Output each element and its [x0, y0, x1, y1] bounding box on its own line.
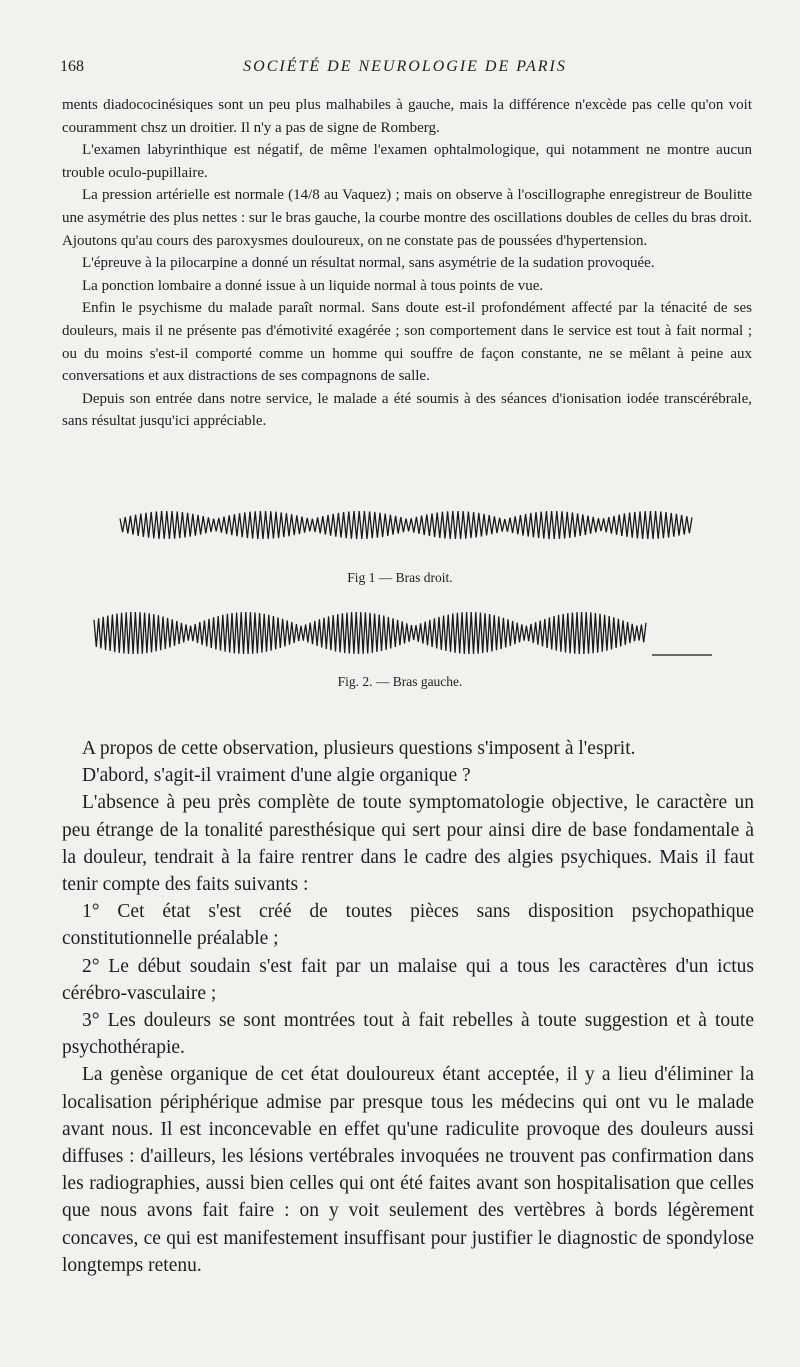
oscillogram-right-arm — [118, 508, 698, 542]
paragraph-pilocarpine: L'épreuve à la pilocarpine a donné un résultat normal, sans asymétrie de la sudation provoquée. — [82, 255, 655, 272]
paragraph-absence: L'absence à peu près complète de toute symptomatologie objective, le caractère un peu étrange de la tonalité paresthésique qui sert pour ainsi dire de base fondamentale à la douleur, tendrait à la faire rentrer dans le cadre des algies psychiques. Mais il faut tenir compte des faits suivants : — [62, 792, 754, 896]
paragraph-point-3: 3° Les douleurs se sont montrées tout à fait rebelles à toute suggestion et à toute psychothérapie. — [62, 1010, 754, 1059]
page-header — [60, 58, 750, 82]
oscillogram-left-arm — [92, 608, 717, 662]
paragraph-labyrinthique: L'examen labyrinthique est négatif, de même l'examen ophtalmologique, qui notamment ne montre aucun trouble oculo-pupillaire. — [62, 142, 752, 181]
paragraph-psychisme: Enfin le psychisme du malade paraît normal. Sans doute est-il profondément affecté par la ténacité de ses douleurs, mais il ne présente pas d'émotivité exagérée ; son comportement dans le service est tout à fait normal ; ou du moins s'est-il comporté comme un homme qui souffre de façon constante, ne se mêlant à peine aux conversations et aux distractions de ses compagnons de salle. — [62, 300, 752, 385]
figure-2-caption: Fig. 2. — Bras gauche. — [337, 674, 463, 689]
upper-text — [62, 94, 752, 433]
running-title: SOCIÉTÉ DE NEUROLOGIE DE PARIS — [243, 58, 567, 75]
paragraph-point-1: 1° Cet état s'est créé de toutes pièces sans disposition psychopathique constitutionnelle préalable ; — [62, 901, 754, 950]
paragraph-genese: La genèse organique de cet état douloureux étant acceptée, il y a lieu d'éliminer la localisation périphérique admise par presque tous les médecins qui ont vu le malade avant nous. Il est inconcevable en effet qu'une radiculite provoque des douleurs aussi diffuses : d'ailleurs, les lésions vertébrales invoquées ne trouvent pas confirmation dans les radiographies, aussi bien celles qui ont été faites avant son hospitalisation que celles que nous avons fait faire : on y voit seulement des vertèbres à bords légèrement concaves, ce qui est manifestement insuffisant pour justifier le diagnostic de spondylose longtemps retenu. — [62, 1064, 754, 1276]
page-number: 168 — [60, 58, 84, 75]
paragraph-ionisation: Depuis son entrée dans notre service, le malade a été soumis à des séances d'ionisation iodée transcérébrale, sans résultat jusqu'ici appréciable. — [62, 390, 752, 430]
paragraph-algie-organique: D'abord, s'agit-il vraiment d'une algie organique ? — [82, 765, 471, 787]
paragraph-ponction: La ponction lombaire a donné issue à un liquide normal à tous points de vue. — [82, 277, 544, 294]
paragraph-diadococinesie: ments diadococinésiques sont un peu plus malhabiles à gauche, mais la différence n'excède pas celle qu'on voit couramment chsz un droitier. Il n'y a pas de signe de Romberg. — [62, 97, 752, 136]
paragraph-point-2: 2° Le début soudain s'est fait par un malaise qui a tous les caractères d'un ictus cérébro-vasculaire ; — [62, 955, 754, 1004]
paragraph-questions: A propos de cette observation, plusieurs questions s'imposent à l'esprit. — [82, 738, 636, 759]
figure-1-caption: Fig 1 — Bras droit. — [347, 570, 453, 585]
paragraph-pression: La pression artérielle est normale (14/8 au Vaquez) ; mais on observe à l'oscillographe enregistreur de Boulitte une asymétrie des plus nettes : sur le bras gauche, la courbe montre des oscillations doubles de celles du bras droit. Ajoutons qu'au cours des paroxysmes douloureux, on ne constate pas de poussées d'hypertension. — [62, 187, 752, 249]
lower-text — [62, 735, 754, 1279]
